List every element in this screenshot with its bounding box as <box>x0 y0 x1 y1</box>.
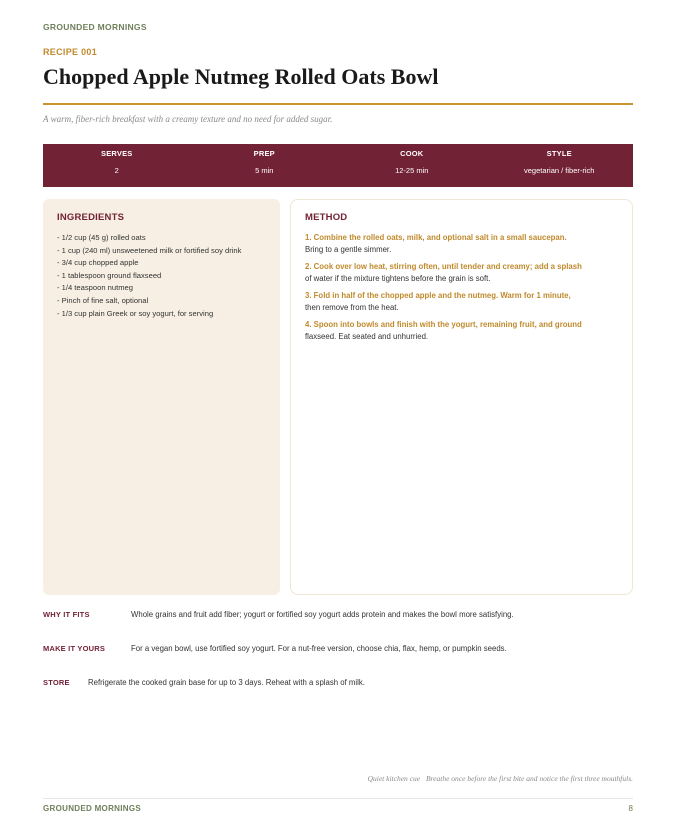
step-lead: 4. Spoon into bowls and finish with the yogurt, remaining fruit, and ground <box>305 320 582 329</box>
method-step <box>305 232 635 256</box>
brand-footer: GROUNDED MORNINGS <box>43 804 141 813</box>
footer-divider <box>43 798 633 799</box>
kitchen-cue <box>368 774 633 783</box>
note-make-it-yours <box>43 644 507 653</box>
ingredient-item: - 1 cup (240 ml) unsweetened milk or fortified soy drink <box>57 245 242 255</box>
ingredients-card <box>43 199 280 595</box>
meta-prep <box>191 144 339 187</box>
recipe-number: RECIPE 001 <box>43 47 98 57</box>
step-detail: then remove from the heat. <box>305 303 399 312</box>
note-store <box>43 678 365 687</box>
ingredient-item: - 1/4 teaspoon nutmeg <box>57 283 133 293</box>
ingredient-item: - 1 tablespoon ground flaxseed <box>57 270 162 280</box>
meta-serves <box>43 144 191 187</box>
meta-value: vegetarian / fiber-rich <box>524 166 595 175</box>
ingredient-item: - Pinch of fine salt, optional <box>57 295 149 305</box>
meta-value: 2 <box>114 166 119 175</box>
page-title: Chopped Apple Nutmeg Rolled Oats Bowl <box>43 64 439 89</box>
recipe-page <box>43 0 633 833</box>
step-lead: 2. Cook over low heat, stirring often, until tender and creamy; add a splash <box>305 262 582 271</box>
cue-text: Breathe once before the first bite and notice the first three mouthfuls. <box>425 774 633 783</box>
brand-header: GROUNDED MORNINGS <box>43 22 147 32</box>
recipe-meta-bar <box>43 144 633 187</box>
step-detail: of water if the mixture tightens before the grain is soft. <box>305 274 491 283</box>
meta-label: SERVES <box>101 149 133 158</box>
ingredients-list <box>57 232 266 320</box>
method-card <box>290 199 633 595</box>
method-step <box>305 261 635 285</box>
ingredient-item: - 3/4 cup chopped apple <box>57 258 139 268</box>
meta-label: COOK <box>400 149 424 158</box>
step-lead: 3. Fold in half of the chopped apple and the nutmeg. Warm for 1 minute, <box>305 291 571 300</box>
method-step <box>305 290 635 314</box>
ingredient-item: - 1/2 cup (45 g) rolled oats <box>57 233 146 242</box>
method-step <box>305 319 635 343</box>
meta-label: STYLE <box>546 149 572 158</box>
step-detail: Bring to a gentle simmer. <box>305 245 392 254</box>
note-label: WHY IT FITS <box>43 610 90 619</box>
ingredient-item: - 1/3 cup plain Greek or soy yogurt, for serving <box>57 308 214 318</box>
meta-style <box>486 144 634 187</box>
meta-label: PREP <box>253 149 275 158</box>
meta-value: 12-25 min <box>395 166 429 175</box>
ingredients-heading: INGREDIENTS <box>57 212 125 223</box>
meta-cook <box>338 144 486 187</box>
note-label: STORE <box>43 678 70 687</box>
step-lead: 1. Combine the rolled oats, milk, and optional salt in a small saucepan. <box>305 233 567 242</box>
cue-label: Quiet kitchen cue <box>367 774 421 783</box>
meta-value: 5 min <box>255 166 274 175</box>
note-text: Whole grains and fruit add fiber; yogurt or fortified soy yogurt adds protein and makes the bowl more satisfying. <box>131 610 514 619</box>
method-steps <box>305 232 632 343</box>
page-number: 8 <box>628 804 633 813</box>
title-divider <box>43 103 633 105</box>
note-label: MAKE IT YOURS <box>43 644 106 653</box>
note-why-it-fits <box>43 610 514 619</box>
page-subtitle: A warm, fiber-rich breakfast with a creamy texture and no need for added sugar. <box>43 114 333 124</box>
step-detail: flaxseed. Eat seated and unhurried. <box>305 332 429 341</box>
note-text: For a vegan bowl, use fortified soy yogurt. For a nut-free version, choose chia, flax, hemp, or pumpkin seeds. <box>131 644 507 653</box>
method-heading: METHOD <box>305 212 348 223</box>
note-text: Refrigerate the cooked grain base for up to 3 days. Reheat with a splash of milk. <box>88 678 365 687</box>
